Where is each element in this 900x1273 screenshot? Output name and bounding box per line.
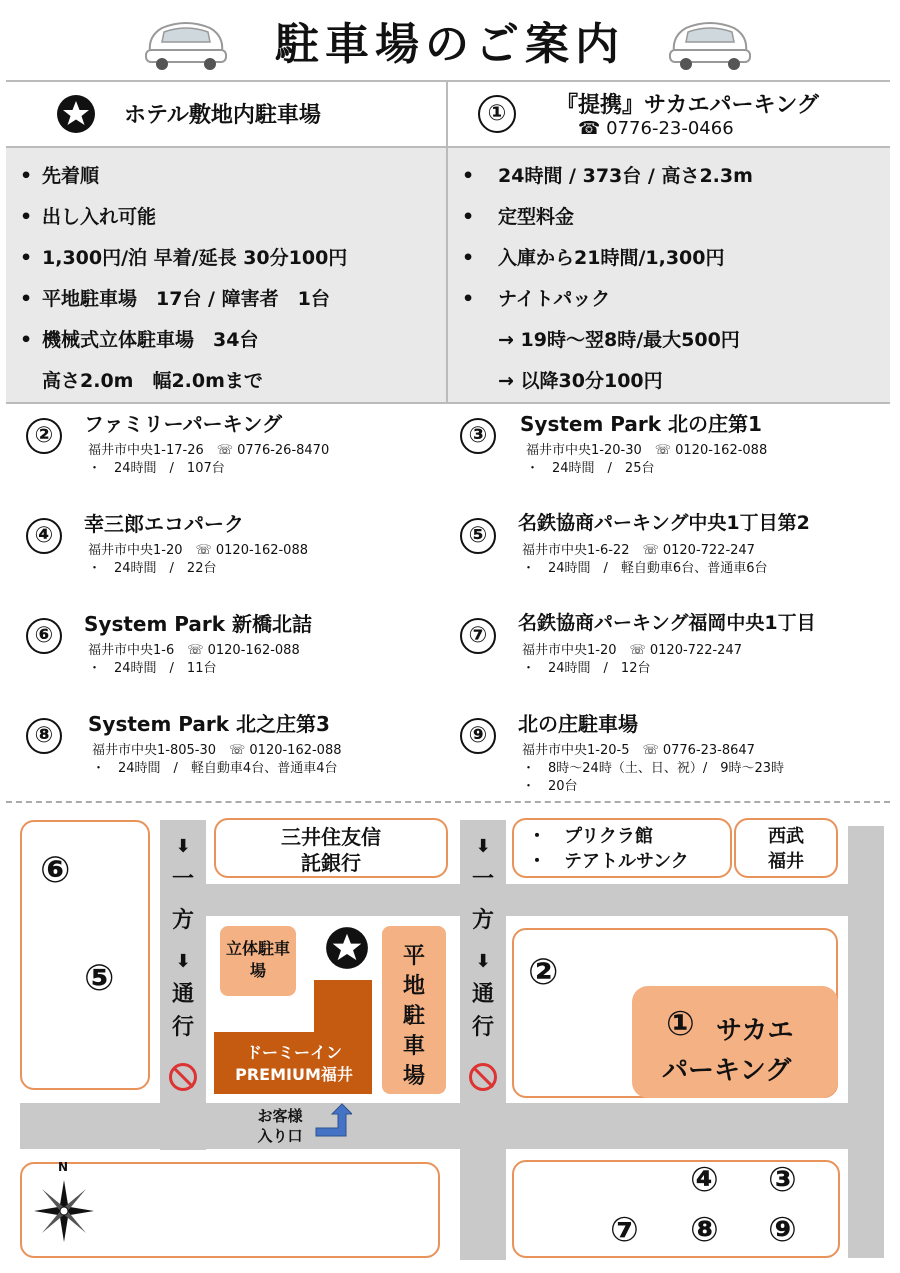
sakae-header: 『提携』サカエパーキング xyxy=(556,93,819,118)
lot-entry xyxy=(26,712,342,776)
star-icon xyxy=(56,94,96,134)
lot-number: ② xyxy=(26,418,62,454)
lot-name: 幸三郎エコパーク xyxy=(84,512,244,536)
north-label: N xyxy=(58,1160,69,1174)
lot-number: ⑥ xyxy=(26,618,62,654)
car-icon xyxy=(664,14,756,72)
lot-entry xyxy=(26,512,308,576)
lot-name: ファミリーパーキング xyxy=(84,412,282,436)
divider xyxy=(6,801,890,803)
list-item: → 以降30分100円 xyxy=(498,370,663,392)
sakae-phone: ☎ 0776-23-0466 xyxy=(578,118,734,139)
lot-address: 福井市中央1-20 ☏ 0120-162-088 xyxy=(88,543,308,558)
lot-marker: ⑦ xyxy=(610,1210,639,1250)
lot-detail: ・ 24時間 / 11台 xyxy=(88,661,217,676)
lot-address: 福井市中央1-805-30 ☏ 0120-162-088 xyxy=(92,743,342,758)
road xyxy=(848,826,884,1258)
lot-address: 福井市中央1-17-26 ☏ 0776-26-8470 xyxy=(88,443,330,458)
lot-address: 福井市中央1-20-5 ☏ 0776-23-8647 xyxy=(522,743,755,758)
lot-entry xyxy=(460,512,810,576)
lot-entry xyxy=(460,712,785,794)
divider xyxy=(6,402,890,404)
list-item: → 19時～翌8時/最大500円 xyxy=(498,329,740,351)
lot-marker: ⑧ xyxy=(690,1210,719,1250)
lot-entry xyxy=(26,412,330,476)
lot-address: 福井市中央1-20-30 ☏ 0120-162-088 xyxy=(526,443,768,458)
lot-number: ③ xyxy=(460,418,496,454)
lot-marker: ⑥ xyxy=(40,850,71,891)
lot-number: ⑨ xyxy=(460,718,496,754)
lot-address: 福井市中央1-6-22 ☏ 0120-722-247 xyxy=(522,543,755,558)
bank-block: 三井住友信託銀行 xyxy=(214,818,448,878)
divider xyxy=(6,80,890,82)
lot-marker: ② xyxy=(528,952,559,993)
entrance-label: お客様入り口 xyxy=(257,1107,303,1145)
lot-marker: ⑤ xyxy=(84,958,115,999)
list-item: • 機械式立体駐車場 34台 xyxy=(20,329,259,351)
one-way-sign: ⬇ 一 方 ⬇ 通 行 xyxy=(471,836,494,1040)
flat-parking: 平地駐車場 xyxy=(382,926,446,1094)
multistory-parking: 立体駐車場 xyxy=(220,926,296,996)
lot-number: ① xyxy=(478,95,516,133)
lot-address: 福井市中央1-20 ☏ 0120-722-247 xyxy=(522,643,742,658)
lot-detail: ・ 24時間 / 12台 xyxy=(522,661,651,676)
lot-detail: ・ 8時～24時（土、日、祝）/ 9時～23時 xyxy=(522,761,785,776)
list-item: • 24時間 / 373台 / 高さ2.3m xyxy=(462,165,753,187)
list-item: • 1,300円/泊 早着/延長 30分100円 xyxy=(20,247,348,269)
road xyxy=(20,1103,882,1149)
lot-number: ⑤ xyxy=(460,518,496,554)
lot-marker: ④ xyxy=(690,1160,719,1200)
lot-name: System Park 新橋北詰 xyxy=(84,612,313,636)
list-item: 高さ2.0m 幅2.0mまで xyxy=(42,370,263,392)
lot-number: ④ xyxy=(26,518,62,554)
lot-name: System Park 北之庄第3 xyxy=(88,712,330,736)
lot-name: System Park 北の庄第1 xyxy=(520,412,762,436)
lot-detail: ・ 24時間 / 軽自動車6台、普通車6台 xyxy=(522,561,768,576)
lot-detail: ・ 24時間 / 107台 xyxy=(88,461,225,476)
road xyxy=(160,884,882,916)
sakae-list xyxy=(450,156,753,402)
no-entry-icon xyxy=(169,1063,197,1091)
lot-entry xyxy=(460,612,816,676)
list-item: • 定型料金 xyxy=(462,206,575,228)
hotel-list xyxy=(8,156,347,402)
one-way-sign: ⬇ 一 方 ⬇ 通 行 xyxy=(171,836,194,1040)
arrow-icon xyxy=(314,1102,352,1138)
lot-number: ⑦ xyxy=(460,618,496,654)
sakae-parking: ① サカエ パーキング xyxy=(632,986,838,1098)
lot-detail: ・ 20台 xyxy=(522,779,578,794)
lot-detail: ・ 24時間 / 軽自動車4台、普通車4台 xyxy=(92,761,338,776)
lot-name: 北の庄駐車場 xyxy=(518,712,638,736)
lot-entry xyxy=(26,612,313,676)
list-item: • 入庫から21時間/1,300円 xyxy=(462,247,725,269)
hotel-header: ホテル敷地内駐車場 xyxy=(124,103,321,128)
lot-name: 名鉄協商パーキング中央1丁目第2 xyxy=(518,512,810,534)
list-item: • 平地駐車場 17台 / 障害者 1台 xyxy=(20,288,330,310)
page-title: 駐車場のご案内 xyxy=(275,19,625,70)
lot-number: ⑧ xyxy=(26,718,62,754)
lot-marker: ③ xyxy=(768,1160,797,1200)
lot-detail: ・ 24時間 / 25台 xyxy=(526,461,655,476)
hotel-name: ドーミーイン PREMIUM福井 xyxy=(235,1043,353,1084)
list-item: • ナイトパック xyxy=(462,288,611,310)
compass-icon xyxy=(26,1168,102,1254)
no-entry-icon xyxy=(469,1063,497,1091)
lot-detail: ・ 24時間 / 22台 xyxy=(88,561,217,576)
star-icon xyxy=(325,926,369,970)
lot-address: 福井市中央1-6 ☏ 0120-162-088 xyxy=(88,643,300,658)
list-item: • 出し入れ可能 xyxy=(20,206,157,228)
seibu-block: 西武福井 xyxy=(734,818,838,878)
lot-name: 名鉄協商パーキング福岡中央1丁目 xyxy=(518,612,816,634)
shops-block: ・ プリクラ館 ・ テアトルサンク xyxy=(512,818,732,878)
lot-entry xyxy=(460,412,768,476)
list-item: • 先着順 xyxy=(20,165,100,187)
lot-marker: ⑨ xyxy=(768,1210,797,1250)
